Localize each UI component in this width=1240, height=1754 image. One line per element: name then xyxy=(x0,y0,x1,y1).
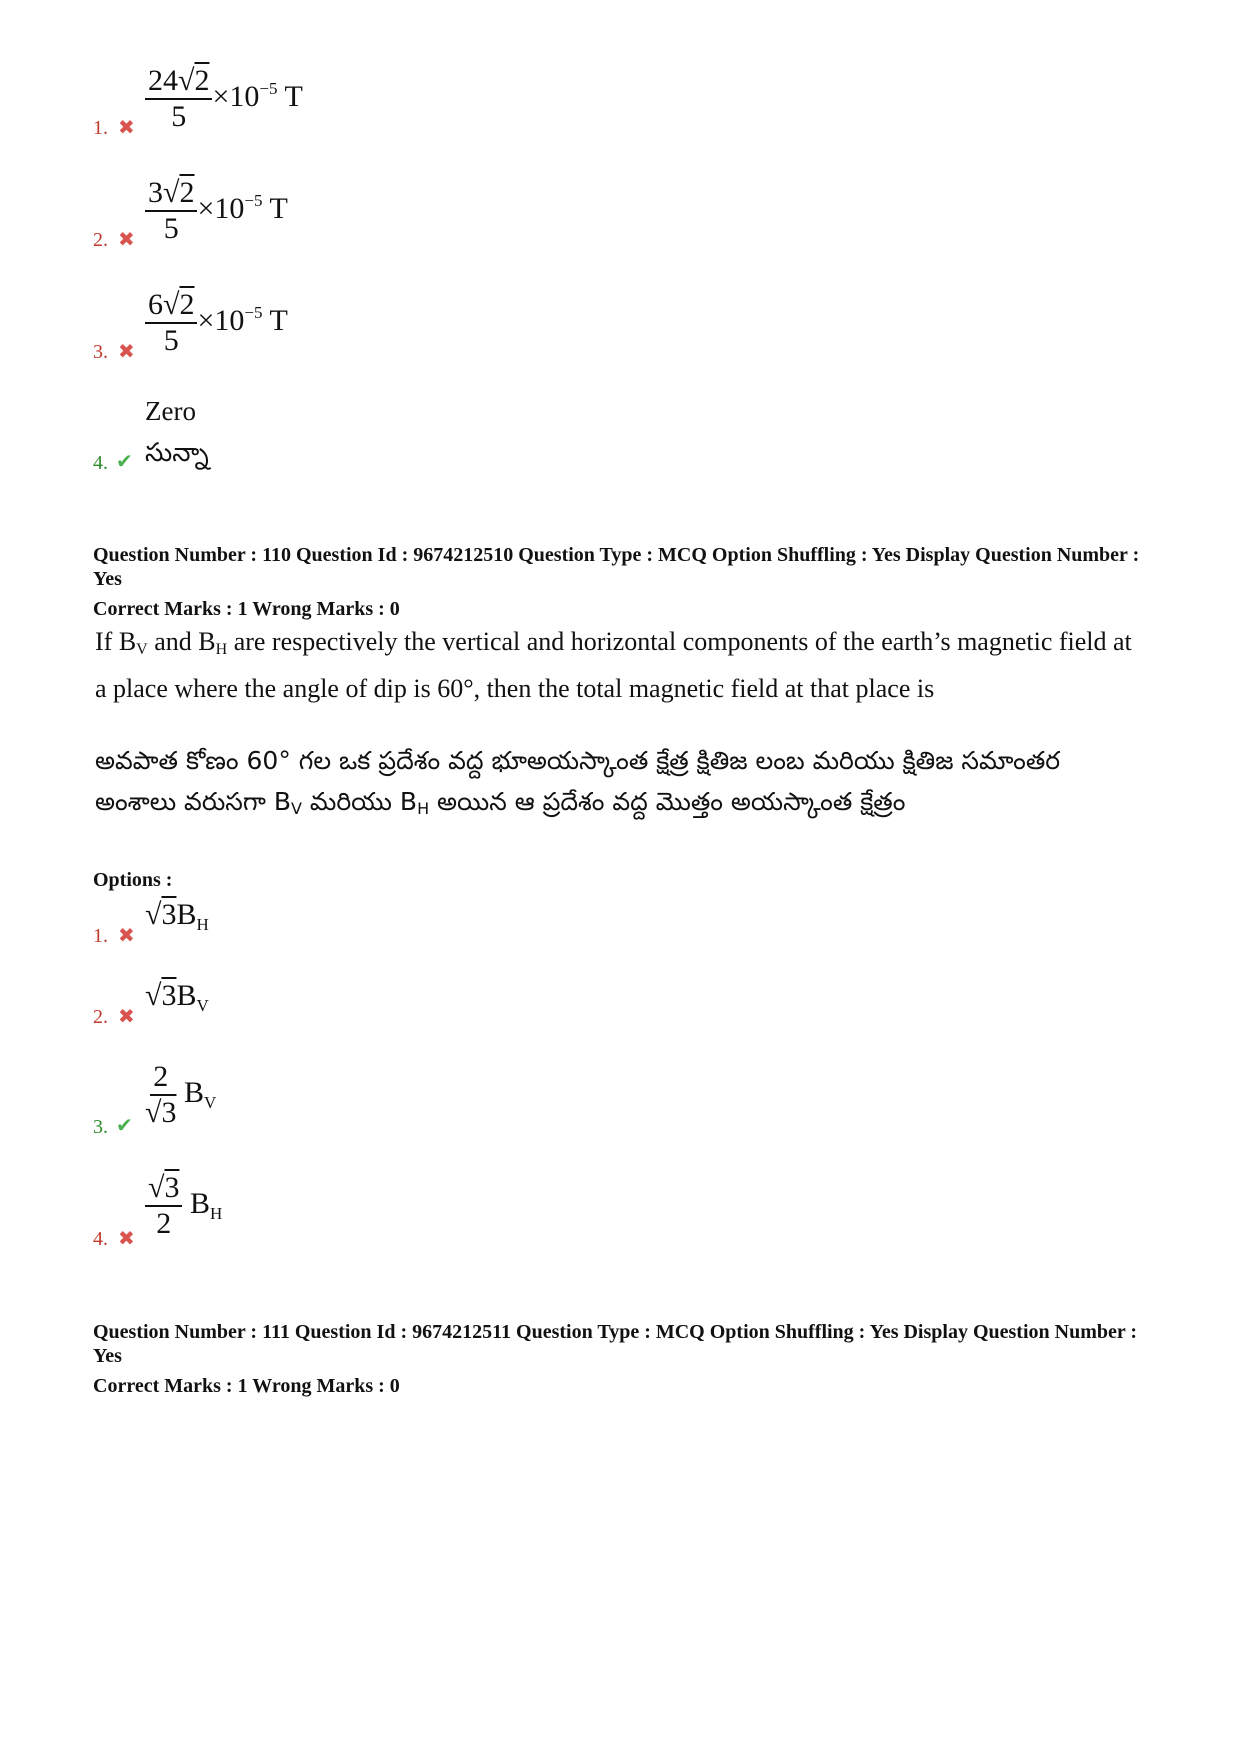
radicand: 2 xyxy=(179,176,195,209)
option-number: 1. xyxy=(93,117,108,139)
coefficient: 3 xyxy=(148,176,163,209)
subscript: V xyxy=(196,996,209,1015)
option-number: 4. xyxy=(93,1228,108,1250)
radicand: 3 xyxy=(161,1096,177,1129)
denominator: 5 xyxy=(171,100,187,133)
symbol-b: B xyxy=(189,1186,210,1220)
fraction: $\frac{6√2}{5}$ xyxy=(145,290,197,356)
subscript: H xyxy=(196,915,209,934)
text-part: అవపాత కోణం 60° గల ఒక ప్రదేశం వద్ద భూఅయస్కాంత క్షేత్ర క్షితిజ లంబ మరియు క్షితిజ సమాంతర అంశాలు వరుసగా B xyxy=(95,746,1061,816)
unit: T xyxy=(262,303,288,337)
multiplier: ×10 xyxy=(197,303,245,337)
wrong-cross-icon: ✖ xyxy=(118,115,135,139)
question-110-text-telugu xyxy=(95,740,1135,829)
numerator: 2 xyxy=(150,1062,171,1096)
denominator: 2 xyxy=(156,1207,172,1240)
text-part: If B xyxy=(95,627,137,656)
subscript-v: V xyxy=(136,641,148,658)
text-part: మరియు B xyxy=(301,787,418,816)
denominator: 5 xyxy=(163,212,179,245)
option-formula xyxy=(145,290,288,356)
option-number: 4. xyxy=(93,452,108,474)
exponent: −5 xyxy=(244,190,263,210)
question-110-meta: Question Number : 110 Question Id : 9674212510 Question Type : MCQ Option Shuffling : Yes Display Question Number : Yes xyxy=(93,544,1140,590)
exponent: −5 xyxy=(244,302,263,322)
text-part: and B xyxy=(147,627,216,656)
symbol-b: B xyxy=(176,979,197,1012)
subscript-v: V xyxy=(290,799,302,818)
option-number: 2. xyxy=(93,229,108,251)
radicand: 2 xyxy=(179,288,195,321)
multiplier: ×10 xyxy=(197,191,245,225)
option-number: 3. xyxy=(93,341,108,363)
wrong-cross-icon: ✖ xyxy=(118,1004,135,1028)
exponent: −5 xyxy=(259,78,278,98)
unit: T xyxy=(277,79,303,113)
coefficient: 6 xyxy=(148,288,163,321)
subscript: H xyxy=(209,1203,223,1223)
option-telugu-text: సున్నా xyxy=(145,438,209,468)
option-number: 2. xyxy=(93,1006,108,1028)
option-english-text: Zero xyxy=(145,396,196,426)
option-formula xyxy=(145,178,288,244)
question-111-meta: Question Number : 111 Question Id : 9674212511 Question Type : MCQ Option Shuffling : Yes Display Question Number : Yes xyxy=(93,1321,1138,1367)
wrong-cross-icon: ✖ xyxy=(118,1226,135,1250)
fraction: $\frac{3√2}{5}$ xyxy=(145,178,197,244)
fraction: $\frac{2}{√3}$ xyxy=(145,1060,177,1129)
subscript-h: H xyxy=(417,799,430,818)
question-110-text-english xyxy=(95,622,1135,708)
question-111-marks: Correct Marks : 1 Wrong Marks : 0 xyxy=(93,1375,400,1397)
wrong-cross-icon: ✖ xyxy=(118,227,135,251)
option-formula: $√3B_H$ xyxy=(145,898,209,934)
fraction: $\frac{√3}{2}$ xyxy=(145,1173,182,1239)
options-label: Options : xyxy=(93,869,173,891)
option-formula xyxy=(145,1173,222,1239)
option-number: 1. xyxy=(93,925,108,947)
text-part: are respectively the vertical and horizontal components of the earth’s magnetic field at a place where the angle of dip is 60°, then the total magnetic field at that place is xyxy=(95,627,1132,703)
option-number: 3. xyxy=(93,1116,108,1138)
radicand: 3 xyxy=(161,898,177,931)
radicand: 3 xyxy=(164,1171,180,1204)
subscript-h: H xyxy=(215,641,228,658)
coefficient: 24 xyxy=(148,64,178,97)
radicand: 2 xyxy=(194,64,210,97)
fraction: $\frac{24√2}{5}$ xyxy=(145,66,212,132)
radicand: 3 xyxy=(161,979,177,1012)
subscript: V xyxy=(203,1092,217,1112)
wrong-cross-icon: ✖ xyxy=(118,339,135,363)
option-formula xyxy=(145,66,303,132)
unit: T xyxy=(262,191,288,225)
wrong-cross-icon: ✖ xyxy=(118,923,135,947)
multiplier: ×10 xyxy=(212,79,260,113)
symbol-b: B xyxy=(183,1075,204,1109)
symbol-b: B xyxy=(176,898,197,931)
question-110-marks: Correct Marks : 1 Wrong Marks : 0 xyxy=(93,598,400,620)
correct-check-icon: ✔ xyxy=(116,1113,133,1137)
denominator: 5 xyxy=(163,324,179,357)
option-formula xyxy=(145,1062,216,1128)
text-part: అయిన ఆ ప్రదేశం వద్ద మొత్తం అయస్కాంత క్షేత్రం xyxy=(429,787,906,816)
correct-check-icon: ✔ xyxy=(116,449,133,473)
option-formula: $√3B_V$ xyxy=(145,979,209,1015)
